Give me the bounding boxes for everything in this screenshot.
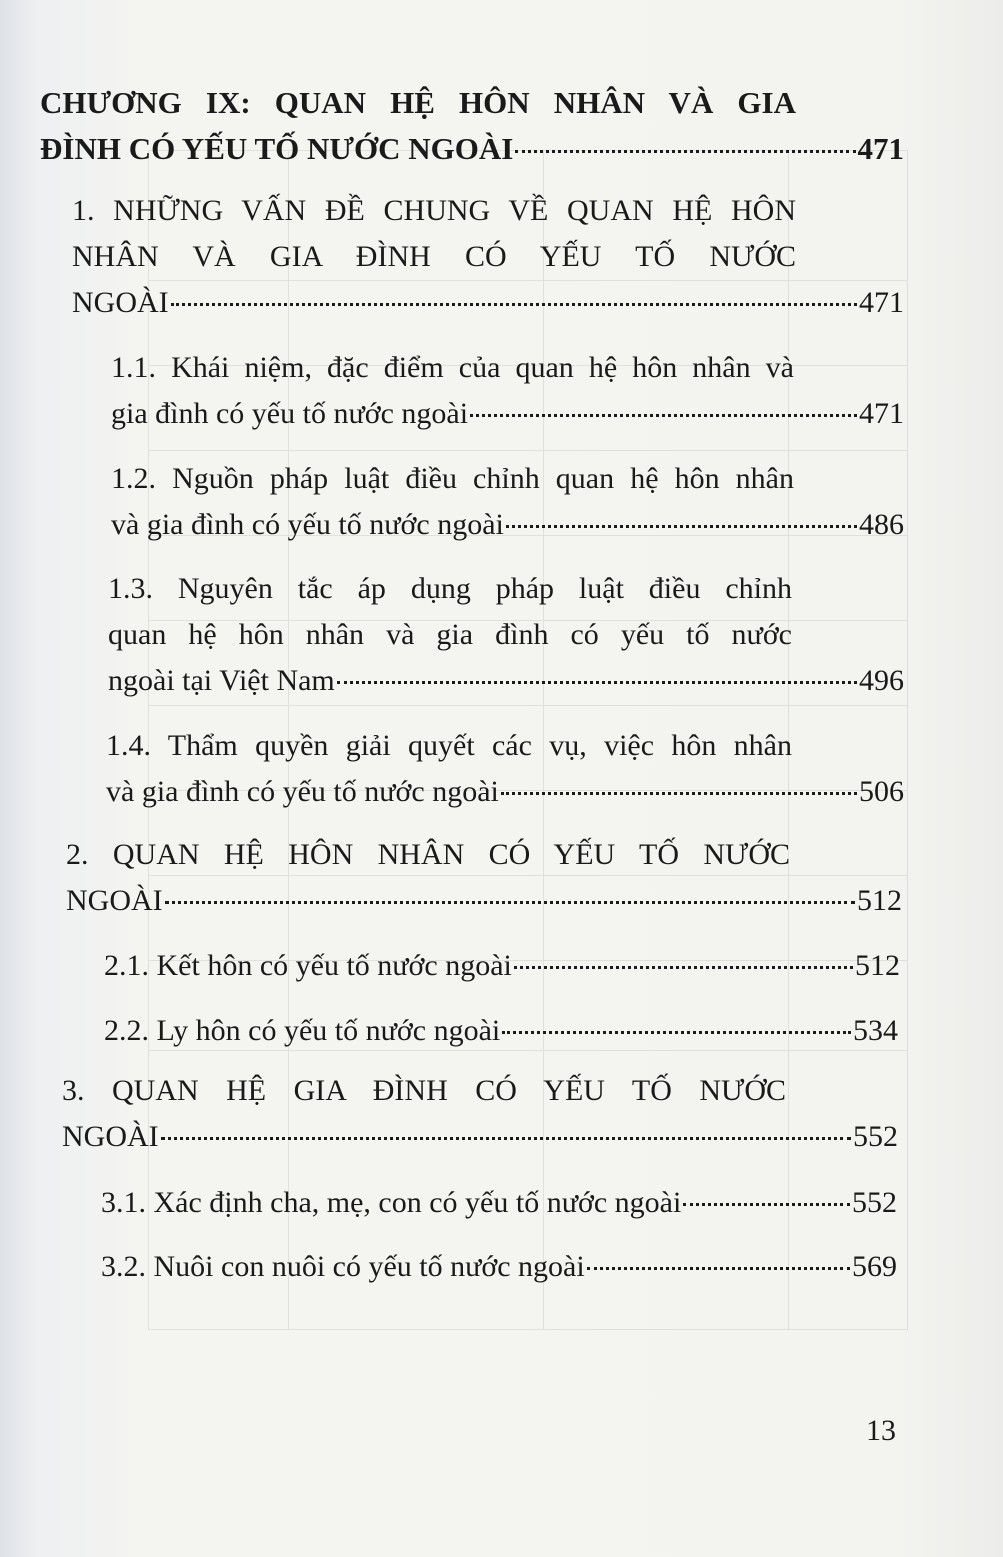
toc-line: 3. QUAN HỆ GIA ĐÌNH CÓ YẾU TỐ NƯỚC [62, 1074, 786, 1107]
toc-last-line [104, 1008, 898, 1054]
dot-leader [515, 150, 855, 153]
toc-line: quan hệ hôn nhân và gia đình có yếu tố nước [108, 618, 792, 651]
toc-page-number: 506 [859, 775, 904, 808]
toc-last-line [101, 1244, 897, 1290]
chapter-title-line1: CHƯƠNG IX: QUAN HỆ HÔN NHÂN VÀ GIA [40, 85, 796, 120]
toc-last-line [72, 280, 904, 326]
toc-title-end: và gia đình có yếu tố nước ngoài [106, 775, 499, 808]
toc-last-line [104, 943, 900, 989]
toc-page-number: 512 [855, 949, 900, 982]
chapter-title-line2-row [40, 126, 904, 172]
toc-subsection-1-1 [111, 345, 904, 437]
dot-leader [587, 1267, 850, 1270]
dot-leader [470, 414, 857, 417]
dot-leader [502, 1031, 851, 1034]
toc-last-line [66, 878, 902, 924]
toc-title-end: NGOÀI [62, 1120, 159, 1153]
toc-last-line [62, 1114, 898, 1160]
toc-line: 1.3. Nguyên tắc áp dụng pháp luật điều chỉnh [108, 572, 792, 605]
toc-subsection-1-4 [106, 723, 904, 815]
dot-leader [165, 901, 855, 904]
toc-subsection-1-3 [108, 566, 904, 704]
toc-chapter-heading [40, 80, 904, 172]
toc-line: NHÂN VÀ GIA ĐÌNH CÓ YẾU TỐ NƯỚC [72, 240, 796, 273]
toc-title-end: 2.2. Ly hôn có yếu tố nước ngoài [104, 1014, 501, 1047]
toc-page-number: 534 [853, 1014, 898, 1047]
toc-title-end: 2.1. Kết hôn có yếu tố nước ngoài [104, 949, 512, 982]
toc-title-end: ngoài tại Việt Nam [108, 664, 335, 697]
toc-page-number: 471 [859, 286, 904, 319]
toc-last-line [111, 391, 904, 437]
toc-title-end: 3.1. Xác định cha, mẹ, con có yếu tố nước ngoài [101, 1186, 682, 1219]
dot-leader [161, 1137, 851, 1140]
chapter-title-line2: ĐÌNH CÓ YẾU TỐ NƯỚC NGOÀI [40, 131, 514, 166]
toc-line: 1.1. Khái niệm, đặc điểm của quan hệ hôn nhân và [111, 351, 794, 384]
toc-last-line [101, 1180, 897, 1226]
toc-title-end: NGOÀI [66, 884, 163, 917]
dot-leader [337, 681, 857, 684]
toc-page-number: 496 [859, 664, 904, 697]
toc-subsection-1-2 [111, 456, 904, 548]
toc-subsection-3-2 [101, 1244, 897, 1290]
dot-leader [514, 966, 853, 969]
toc-line: 1.2. Nguồn pháp luật điều chỉnh quan hệ hôn nhân [111, 462, 794, 495]
toc-section-2 [66, 832, 902, 924]
toc-page-number: 512 [857, 884, 902, 917]
toc-last-line [108, 658, 904, 704]
toc-page-number: 552 [853, 1120, 898, 1153]
chapter-page-number: 471 [857, 131, 904, 166]
toc-subsection-2-1 [104, 943, 900, 989]
toc-title-end: NGOÀI [72, 286, 169, 319]
page-number: 13 [866, 1414, 896, 1447]
toc-page-number: 569 [852, 1250, 897, 1283]
toc-subsection-2-2 [104, 1008, 898, 1054]
toc-line: 1. NHỮNG VẤN ĐỀ CHUNG VỀ QUAN HỆ HÔN [72, 194, 796, 227]
toc-title-end: 3.2. Nuôi con nuôi có yếu tố nước ngoài [101, 1250, 585, 1283]
toc-section-1 [72, 188, 904, 326]
dot-leader [171, 303, 857, 306]
toc-line: 1.4. Thẩm quyền giải quyết các vụ, việc hôn nhân [106, 729, 792, 762]
dot-leader [506, 525, 857, 528]
toc-page-number: 552 [852, 1186, 897, 1219]
toc-last-line [111, 502, 904, 548]
toc-page-number: 486 [859, 508, 904, 541]
dot-leader [683, 1203, 850, 1206]
toc-subsection-3-1 [101, 1180, 897, 1226]
dot-leader [501, 792, 857, 795]
toc-section-3 [62, 1068, 898, 1160]
toc-line: 2. QUAN HỆ HÔN NHÂN CÓ YẾU TỐ NƯỚC [66, 838, 790, 871]
toc-last-line [106, 769, 904, 815]
toc-page-number: 471 [859, 397, 904, 430]
toc-title-end: gia đình có yếu tố nước ngoài [111, 397, 469, 430]
toc-title-end: và gia đình có yếu tố nước ngoài [111, 508, 504, 541]
